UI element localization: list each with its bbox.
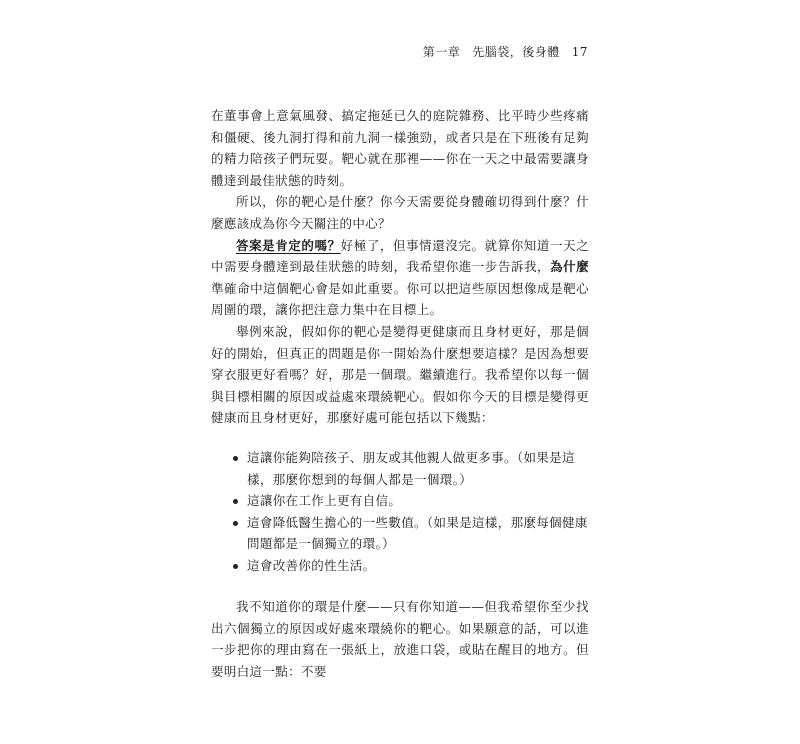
list-item-text: 這讓你在工作上更有自信。	[247, 493, 402, 509]
list-item	[233, 555, 589, 577]
paragraph-1: 在董事會上意氣風發、搞定拖延已久的庭院雜務、比平時少些疼痛和僵硬、後九洞打得和前九洞一樣強勁，或者只是在下班後有足夠的精力陪孩子們玩耍。靶心就在那裡——你在一天之中最需要讓身體達到最佳狀態的時刻。	[211, 108, 589, 188]
paragraph-2: 所以，你的靶心是什麼？你今天需要從身體確切得到什麼？什麼應該成為你今天關注的中心？	[211, 194, 589, 231]
paragraph-3-lead: 答案是肯定的嗎？	[236, 237, 341, 253]
bullet-icon	[233, 564, 238, 569]
page-number: 17	[571, 45, 588, 59]
running-header	[423, 43, 588, 60]
chapter-title: 先腦袋，後身體	[472, 45, 560, 59]
paragraph-3	[211, 235, 589, 321]
list-item	[233, 512, 589, 555]
list-item-text: 這讓你能夠陪孩子、朋友或其他親人做更多事。（如果是這樣，那麼你想到的每個人都是一個環。）	[247, 450, 575, 487]
list-item-text: 這會改善你的性生活。	[247, 557, 376, 573]
paragraph-3-part-b: 準確命中這個靶心會是如此重要。你可以把這些原因想像成是靶心周圍的環，讓你把注意力集中在目標上。	[211, 280, 589, 318]
chapter-label: 第一章	[422, 45, 461, 59]
bullet-icon	[233, 521, 238, 526]
paragraph-5: 我不知道你的環是什麼——只有你知道——但我希望你至少找出六個獨立的原因或好處來環繞你的靶心。如果願意的話，可以進一步把你的理由寫在一張紙上，放進口袋，或貼在醒目的地方。但要明白這一點：不要	[211, 599, 589, 679]
list-item-text: 這會降低醫生擔心的一些數值。（如果是這樣，那麼每個健康問題都是一個獨立的環。）	[247, 514, 588, 552]
list-item	[233, 447, 589, 490]
bullet-icon	[233, 456, 238, 461]
closing-text	[211, 596, 589, 682]
body-text	[211, 105, 589, 429]
paragraph-3-part-a: 好極了，但事情還沒完。就算你知道一天之中需要身體達到最佳狀態的時刻，我希望你進一步告訴我，	[211, 237, 589, 275]
list-item	[233, 490, 589, 512]
paragraph-4: 舉例來說，假如你的靶心是變得更健康而且身材更好，那是個好的開始，但真正的問題是你一開始為什麼想要這樣？是因為想要穿衣服更好看嗎？好，那是一個環。繼續進行。我希望你以每一個與目標相關的原因或益處來環繞靶心。假如你今天的目標是變得更健康而且身材更好，那麼好處可能包括以下幾點：	[211, 323, 589, 426]
benefit-list	[233, 447, 589, 577]
paragraph-3-emphasis: 為什麼	[550, 259, 589, 275]
bullet-icon	[233, 499, 238, 504]
